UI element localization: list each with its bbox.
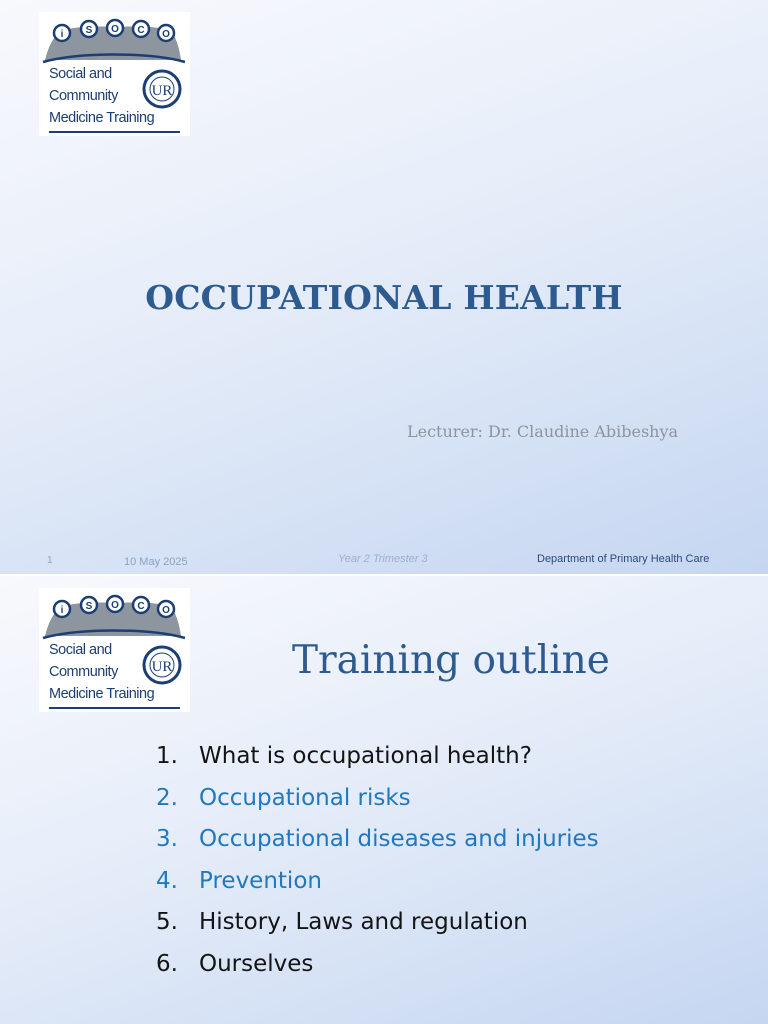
outline-title: Training outline (292, 638, 610, 683)
seal-text: UR (151, 659, 173, 675)
outline-item-number: 1. (156, 743, 178, 769)
seal-text: UR (151, 83, 173, 99)
badge-letter-o2: O (162, 605, 170, 616)
logo-line-3: Medicine Training (49, 110, 155, 126)
outline-item-text: Occupational risks (199, 784, 411, 811)
badge-letter-i: i (60, 29, 64, 40)
logo-line-2: Community (49, 88, 118, 104)
badge-letter-c: C (137, 601, 145, 612)
university-seal-icon (144, 71, 180, 107)
badge-letter-o: O (111, 600, 119, 611)
footer-date: 10 May 2025 (124, 556, 188, 568)
outline-item-number: 3. (156, 826, 178, 852)
footer-term: Year 2 Trimester 3 (338, 553, 428, 565)
footer-department: Department of Primary Health Care (537, 553, 710, 565)
badge-letter-c: C (137, 25, 145, 36)
logo-line-1: Social and (49, 66, 112, 82)
outline-item-number: 4. (156, 867, 178, 894)
outline-list (156, 736, 599, 985)
slide-title: OCCUPATIONAL HEALTH (145, 278, 623, 317)
logo-line-1: Social and (49, 642, 112, 658)
outline-item-text: Occupational diseases and injuries (199, 826, 599, 852)
outline-item-number: 5. (156, 909, 178, 935)
isoco-logo (39, 12, 190, 136)
outline-item-text: What is occupational health? (199, 743, 532, 769)
outline-item-text: Prevention (199, 867, 322, 894)
badge-letter-s: S (85, 601, 93, 612)
logo-line-3: Medicine Training (49, 686, 155, 702)
slide-number: 1 (47, 555, 53, 566)
isoco-logo (39, 588, 190, 712)
badge-letter-o: O (111, 24, 119, 35)
logo-line-2: Community (49, 664, 118, 680)
outline-item (156, 902, 599, 944)
outline-item (156, 736, 599, 778)
badge-letter-s: S (85, 25, 93, 36)
outline-item (156, 778, 599, 820)
badge-letter-i: i (60, 605, 64, 616)
logo-underline (49, 707, 180, 709)
lecturer-name: Lecturer: Dr. Claudine Abibeshya (407, 422, 679, 441)
outline-item-text: History, Laws and regulation (199, 909, 528, 935)
outline-item (156, 819, 599, 861)
outline-item (156, 944, 599, 986)
outline-item-number: 6. (156, 950, 178, 977)
outline-slide (0, 576, 768, 1024)
university-seal-icon (144, 647, 180, 683)
badge-letter-o2: O (162, 29, 170, 40)
outline-item-number: 2. (156, 784, 178, 811)
logo-underline (49, 131, 180, 133)
outline-item-text: Ourselves (199, 950, 314, 977)
outline-item (156, 861, 599, 903)
